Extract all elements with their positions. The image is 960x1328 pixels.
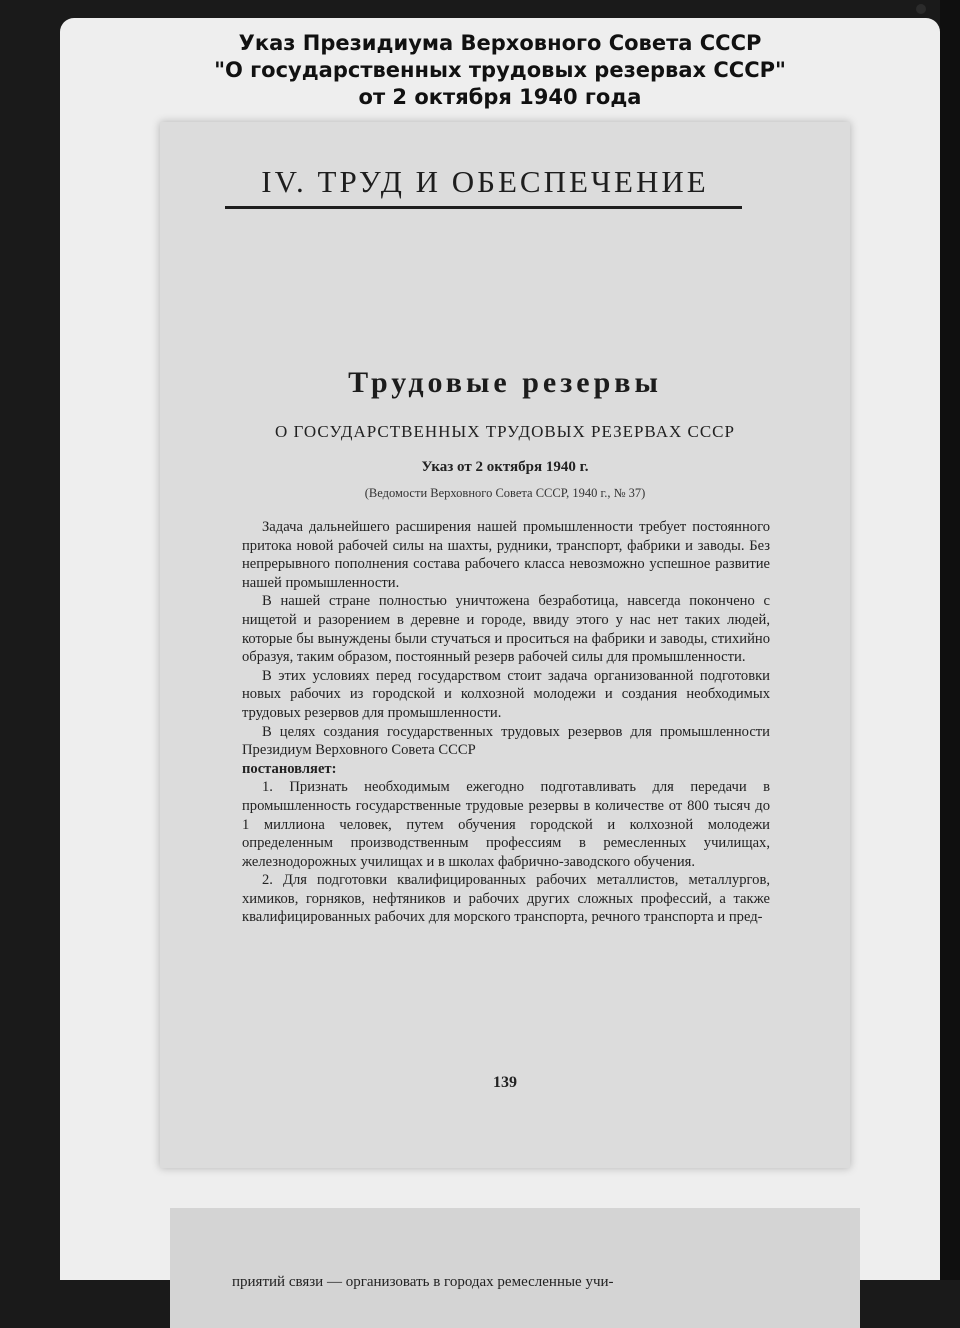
resolves-heading: постановляет: (242, 760, 337, 777)
decree-item: 2. Для подготовки квалифицированных рабочих металлистов, металлургов, химиков, горняков, нефтяников и рабочих других сложных профессий, а также квалифицированных рабочих для морского транспорта, речного транспорта и пред- (242, 872, 770, 926)
next-book-page (170, 1208, 860, 1328)
paragraph: В этих условиях перед государством стоит задача организованной подготовки новых рабочих из городской и колхозной молодежи и создания необходимых трудовых резервов для промышленности. (242, 667, 770, 721)
decree-date: Указ от 2 октября 1940 г. (421, 459, 589, 475)
caption-line-2: "О государственных трудовых резервах СССР" (214, 58, 786, 82)
source-reference: (Ведомости Верховного Совета СССР, 1940 г., № 37) (364, 486, 646, 500)
book-page (160, 122, 850, 1168)
section-divider (225, 206, 742, 209)
decree-subtitle: О ГОСУДАРСТВЕННЫХ ТРУДОВЫХ РЕЗЕРВАХ СССР (275, 422, 735, 441)
tablet-screen (60, 18, 940, 1290)
caption-line-3: от 2 октября 1940 года (358, 85, 642, 109)
document-caption (60, 30, 940, 111)
camera-icon (916, 4, 926, 14)
paragraph: Задача дальнейшего расширения нашей промышленности требует постоянного притока новой рабочей силы на шахты, рудники, транспорт, фабрики и заводы. Без непрерывного пополнения состава рабочего класса невозможно успешное развитие нашей промышленности. (242, 519, 770, 591)
decree-item: 1. Признать необходимым ежегодно подготавливать для передачи в промышленность государственные трудовые резервы в количестве от 800 тысяч до 1 миллиона человек, путем обучения городской и колхозной молодежи определенным производственным профессиям в ремесленных училищах, железнодорожных училищах и в школах фабрично-заводского обучения. (242, 779, 770, 870)
page-title: Трудовые резервы (348, 366, 662, 399)
decree-body (242, 518, 770, 927)
paragraph: В целях создания государственных трудовых резервов для промышленности Президиум Верховного Совета СССР (242, 723, 770, 759)
device-bezel (940, 0, 960, 1280)
section-title: IV. ТРУД И ОБЕСПЕЧЕНИЕ (261, 164, 709, 199)
page-number: 139 (493, 1074, 517, 1091)
paragraph: В нашей стране полностью уничтожена безработица, навсегда покончено с нищетой и разорением в деревне и городе, ввиду этого у нас нет таких людей, которые бы вынуждены были стучаться и проситься на фабрики и заводы, стихийно образуя, таким образом, постоянный резерв рабочей силы для промышленности. (242, 593, 770, 666)
next-page-text: приятий связи — организовать в городах ремесленные учи- (232, 1274, 614, 1290)
caption-line-1: Указ Президиума Верховного Совета СССР (238, 31, 762, 55)
